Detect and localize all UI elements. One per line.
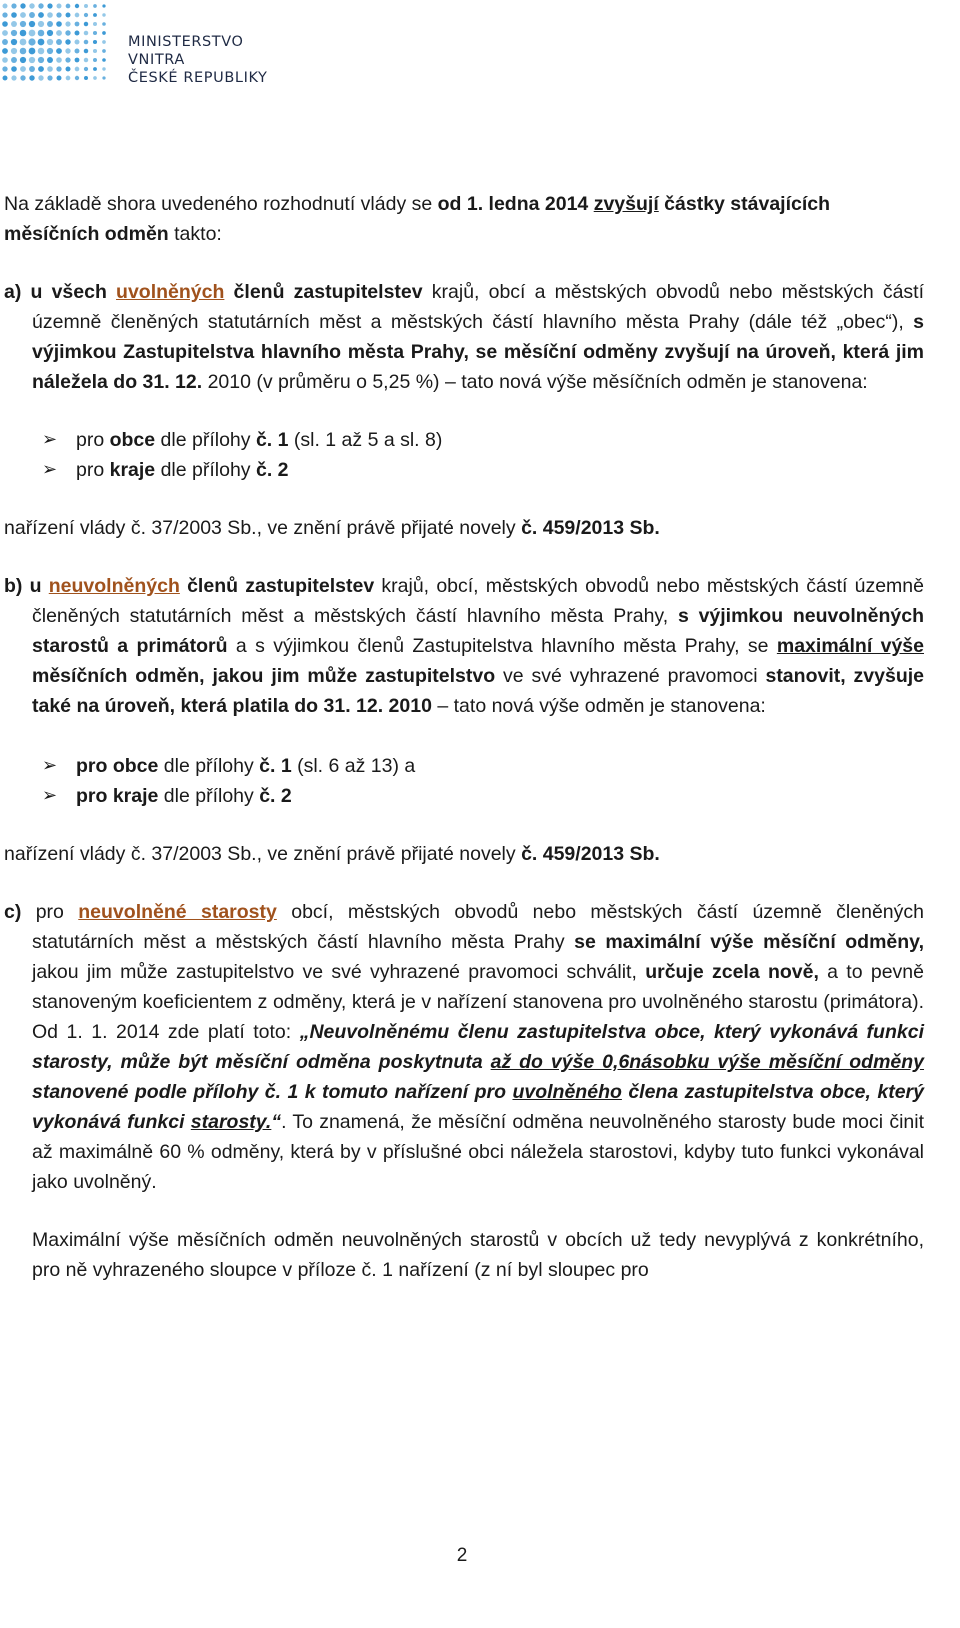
section-c	[4, 897, 924, 1197]
logo-dot	[84, 4, 88, 8]
logo-dot	[38, 66, 44, 72]
logo-dot	[20, 57, 26, 63]
logo-dot	[47, 39, 53, 45]
document-body	[4, 189, 924, 1285]
logo-dot	[102, 40, 106, 44]
logo-dot	[65, 21, 70, 26]
logo-dot	[20, 21, 26, 27]
logo-dot	[66, 67, 71, 72]
logo-dot	[2, 39, 8, 45]
logo-dot	[20, 75, 25, 80]
logo-dot	[84, 31, 89, 36]
page-number: 2	[456, 1545, 468, 1566]
logo-dot	[56, 66, 61, 71]
logo-dot	[2, 66, 7, 71]
arrow-bullet-icon: ➢	[42, 459, 58, 480]
logo-dot	[66, 4, 71, 9]
logo-dot	[47, 57, 53, 63]
neuvolnene-starosty-link[interactable]: neuvolněné starosty	[78, 901, 277, 923]
logo-dot	[102, 13, 105, 16]
logo-dot	[102, 22, 106, 26]
arrow-bullet-icon: ➢	[42, 429, 58, 450]
logo-dot	[65, 48, 70, 53]
logo-dot	[47, 12, 53, 18]
logo-dot	[38, 21, 44, 27]
list-item: ➢ pro obce dle přílohy č. 1 (sl. 1 až 5 a sl. 8)	[42, 425, 924, 455]
logo-dot	[84, 76, 88, 80]
logo-dot	[29, 66, 35, 72]
logo-dot	[38, 57, 44, 63]
section-c-text: c) pro neuvolněné starosty obcí, městských obvodů nebo městských částí územně členěných statutárních měst a městských částí hlavního města Prahy se maximální výše měsíční odměny, jakou jim může zastupitelstvo ve své vyhrazené pravomoci schválit, určuje zcela nově, a to pevně stanoveným koeficientem z odměny, která je v nařízení stanovena pro uvolněného starostu (primátora). Od 1. 1. 2014 zde platí toto: „Neuvolněnému členu zastupitelstva obce, který vykonává funkci starosty, může být měsíční odměna poskytnuta až do výše 0,6násobku výše měsíční odměny stanovené podle přílohy č. 1 k tomuto nařízení pro uvolněného člena zastupitelstva obce, který vykonává funkci starosty.“. To znamená, že měsíční odměna neuvolněného starosty bude moci činit až maximálně 60 % odměny, která by v příslušné obci náležela starostovi, kdyby tuto funkci vykonával jako uvolněný.	[4, 901, 925, 1193]
logo-dot	[38, 3, 43, 8]
logo-line-1: MINISTERSTVO VNITRA	[128, 34, 244, 68]
logo-dots-icon	[0, 0, 110, 90]
logo-dot	[29, 48, 36, 55]
logo-dot	[75, 40, 80, 45]
section-b-list	[4, 751, 924, 811]
logo-dot	[75, 31, 80, 36]
logo-dot	[84, 40, 89, 45]
section-b-text: b) u neuvolněných členů zastupitelstev krajů, obcí, městských obvodů nebo městských částí územně členěných statutárních měst a městských částí hlavního města Prahy, s výjimkou neuvolněných starostů a primátorů a s výjimkou členů Zastupitelstva hlavního města Prahy, se maximální výše měsíčních odměn, jakou jim může zastupitelstvo ve své vyhrazené pravomoci stanovit, zvyšuje také na úroveň, která platila do 31. 12. 2010 – tato nová výše odměn je stanovena:	[4, 575, 925, 717]
logo-dot	[93, 49, 97, 53]
intro-paragraph: Na základě shora uvedeného rozhodnutí vlády se od 1. ledna 2014 zvyšují částky stávajících měsíčních odměn takto:	[4, 193, 831, 245]
logo-dot	[47, 75, 52, 80]
logo-dot	[93, 40, 97, 44]
list-item: ➢ pro kraje dle přílohy č. 2	[42, 781, 924, 811]
logo-dot	[47, 30, 53, 36]
list-item: ➢ pro obce dle přílohy č. 1 (sl. 6 až 13) a	[42, 751, 924, 781]
logo-dot	[11, 39, 17, 45]
section-a-regulation: nařízení vlády č. 37/2003 Sb., ve znění právě přijaté novely č. 459/2013 Sb.	[4, 517, 660, 539]
logo-dot	[47, 3, 52, 8]
logo-dot	[20, 66, 26, 72]
logo-dot	[93, 31, 97, 35]
logo-dot	[84, 49, 89, 54]
logo-dot	[102, 67, 105, 70]
logo-dot	[56, 48, 62, 54]
logo-dot	[93, 13, 97, 17]
logo-text	[128, 33, 300, 87]
logo-dot	[57, 4, 62, 9]
logo-dot	[102, 49, 106, 53]
logo-dot	[2, 48, 8, 54]
logo-dot	[47, 48, 53, 54]
logo-dot	[102, 76, 105, 79]
uvolnenych-link[interactable]: uvolněných	[116, 281, 225, 303]
logo-dot	[20, 39, 27, 46]
section-a	[4, 277, 924, 543]
logo-dot	[75, 13, 80, 18]
section-a-list	[4, 425, 924, 485]
logo-dot	[56, 30, 62, 36]
logo-dot	[11, 75, 16, 80]
arrow-bullet-icon: ➢	[42, 785, 58, 806]
logo-dot	[3, 76, 8, 81]
closing-paragraph: Maximální výše měsíčních odměn neuvolněných starostů v obcích už tedy nevyplývá z konkrétního, pro ně vyhrazeného sloupce v příloze č. 1 nařízení (z ní byl sloupec pro	[32, 1229, 924, 1281]
logo-dot	[75, 58, 80, 63]
logo-dot	[84, 67, 88, 71]
arrow-bullet-icon: ➢	[42, 755, 58, 776]
logo-dot	[75, 67, 80, 72]
logo-dot	[29, 21, 35, 27]
logo-dot	[47, 21, 53, 27]
logo-dot	[102, 31, 106, 35]
logo-dot	[3, 4, 8, 9]
logo-dot	[65, 39, 70, 44]
list-item: ➢ pro kraje dle přílohy č. 2	[42, 455, 924, 485]
logo-dot	[29, 30, 36, 37]
logo-dot	[93, 76, 97, 80]
logo-dot	[66, 76, 71, 81]
logo-dot	[20, 3, 25, 8]
logo-dot	[56, 57, 62, 63]
logo-dot	[2, 57, 8, 63]
logo-dot	[57, 76, 62, 81]
logo-dot	[2, 12, 7, 17]
logo-dot	[29, 3, 34, 8]
logo-dot	[11, 66, 17, 72]
logo-dot	[20, 30, 27, 37]
logo-dot	[29, 57, 35, 63]
logo-dot	[29, 75, 34, 80]
section-b	[4, 571, 924, 869]
logo-dot	[56, 39, 62, 45]
logo-dot	[84, 22, 88, 26]
logo-dot	[28, 38, 35, 45]
logo-dot	[75, 76, 79, 80]
section-b-regulation: nařízení vlády č. 37/2003 Sb., ve znění právě přijaté novely č. 459/2013 Sb.	[4, 843, 660, 865]
section-a-text: a) u všech uvolněných členů zastupitelstev krajů, obcí a městských obvodů nebo městských částí územně členěných statutárních měst a městských částí hlavního města Prahy (dále též „obec“), s výjimkou Zastupitelstva hlavního města Prahy, se měsíční odměny zvyšují na úroveň, která jim náležela do 31. 12. 2010 (v průměru o 5,25 %) – tato nová výše měsíčních odměn je stanovena:	[4, 281, 925, 393]
logo-dot	[93, 67, 97, 71]
logo-dot	[11, 12, 17, 18]
logo-line-2: ČESKÉ REPUBLIKY	[128, 70, 268, 86]
logo-dot	[47, 66, 53, 72]
logo-dot	[11, 48, 17, 54]
logo-dot	[75, 49, 80, 54]
logo-dot	[38, 12, 44, 18]
logo-dot	[20, 12, 26, 18]
logo-dot	[102, 58, 106, 62]
logo-dot	[84, 58, 88, 62]
logo-dot	[93, 22, 97, 26]
logo-dot	[75, 4, 79, 8]
ministry-logo	[0, 0, 300, 90]
logo-dot	[84, 13, 88, 17]
logo-dot	[93, 58, 97, 62]
logo-dot	[56, 21, 62, 27]
logo-dot	[102, 4, 105, 7]
logo-dot	[93, 4, 97, 8]
logo-dot	[38, 48, 45, 55]
logo-dot	[38, 30, 45, 37]
neuvolnenych-link[interactable]: neuvolněných	[48, 575, 180, 597]
logo-dot	[2, 30, 8, 36]
logo-dot	[56, 12, 61, 17]
logo-dot	[38, 75, 43, 80]
logo-dot	[65, 30, 70, 35]
logo-dot	[11, 57, 17, 63]
logo-dot	[66, 13, 71, 18]
logo-dot	[20, 48, 27, 55]
logo-dot	[11, 3, 16, 8]
logo-dot	[11, 30, 17, 36]
logo-dot	[38, 39, 45, 46]
logo-dot	[2, 21, 8, 27]
logo-dot	[11, 21, 17, 27]
logo-dot	[75, 22, 80, 27]
logo-dot	[29, 12, 35, 18]
logo-dot	[65, 57, 70, 62]
